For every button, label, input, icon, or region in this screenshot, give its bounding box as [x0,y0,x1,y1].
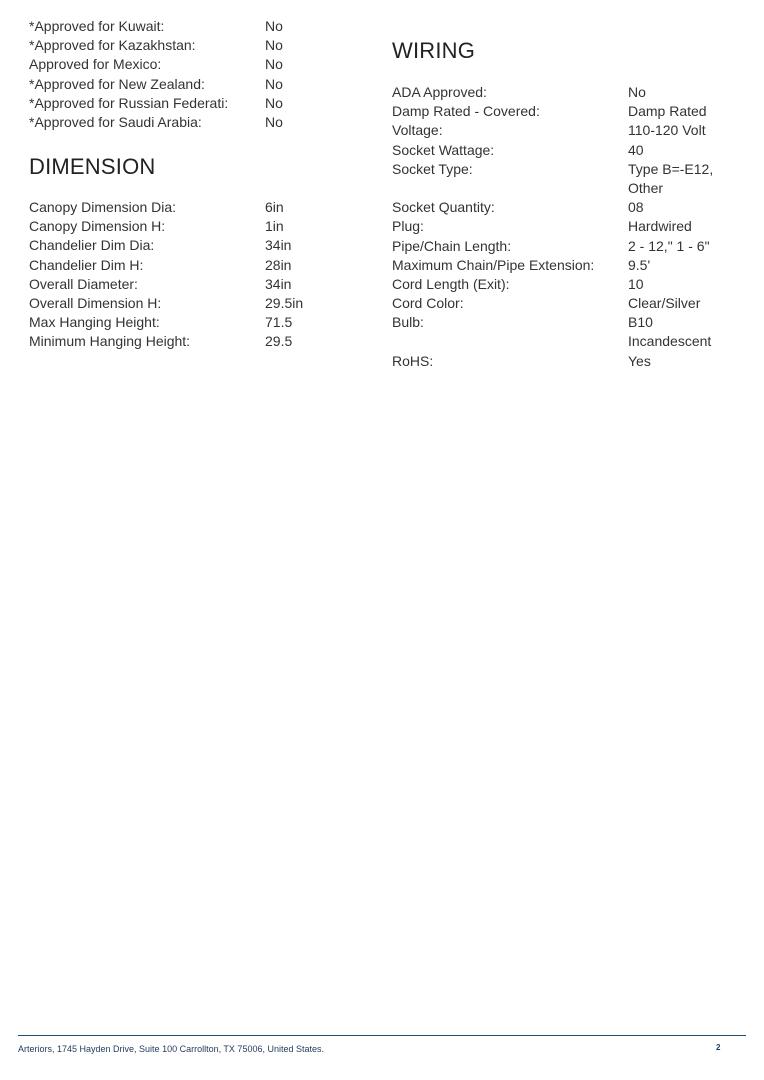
footer-address: Arteriors, 1745 Hayden Drive, Suite 100 Carrollton, TX 75006, United States. [18,1044,324,1054]
dimension-value: 6in [265,199,284,215]
wiring-label: Pipe/Chain Length: [392,237,512,254]
wiring-label: Voltage: [392,122,443,139]
dimension-heading: DIMENSION [29,154,156,179]
dimension-value: 34in [265,237,292,254]
dimension-label: Overall Diameter: [29,275,138,292]
dimension-value: 29.5 [265,333,293,350]
wiring-value: Type B=-E12, [628,160,714,177]
wiring-value: B10 [628,314,653,331]
wiring-value: No [628,84,646,100]
dimension-label: Chandelier Dim Dia: [29,237,155,254]
wiring-label: Bulb: [392,314,424,331]
wiring-label: Cord Color: [392,295,464,312]
approval-value: No [265,37,283,54]
dimension-value: 71.5 [265,314,293,331]
wiring-label: Socket Quantity: [392,199,495,216]
page-number: 2 [716,1043,721,1052]
wiring-value: Hardwired [628,218,692,235]
wiring-value: Other [628,179,664,196]
wiring-value: Clear/Silver [628,295,701,312]
wiring-label: Cord Length (Exit): [392,275,510,292]
approval-label: *Approved for Saudi Arabia: [29,113,202,130]
dimension-value: 29.5in [265,294,304,311]
dimension-value: 34in [265,275,292,292]
approval-label: *Approved for New Zealand: [29,75,205,92]
wiring-heading: WIRING [392,38,476,63]
wiring-value: 10 [628,275,644,292]
wiring-label: Plug: [392,218,424,235]
approval-label: *Approved for Kuwait: [29,18,165,34]
dimension-label: Max Hanging Height: [29,314,160,331]
approval-label: *Approved for Kazakhstan: [29,37,196,54]
dimension-label: Minimum Hanging Height: [29,333,191,350]
wiring-value: Damp Rated [628,103,707,120]
wiring-label: Socket Type: [392,160,473,177]
approval-value: No [265,18,283,34]
approval-label: Approved for Mexico: [29,56,162,73]
approval-value: No [265,94,283,111]
approval-value: No [265,113,283,130]
wiring-value: 9.5' [628,256,651,273]
wiring-label: Damp Rated - Covered: [392,103,540,120]
wiring-value: Yes [628,352,651,369]
wiring-value: 110-120 Volt [628,122,706,139]
dimension-label: Overall Dimension H: [29,294,162,311]
wiring-value: 40 [628,141,644,158]
footer-divider [18,1035,746,1036]
dimension-value: 28in [265,256,292,273]
approval-label: *Approved for Russian Federati: [29,94,229,111]
wiring-label: ADA Approved: [392,84,487,100]
dimension-label: Canopy Dimension H: [29,218,166,235]
wiring-value: 08 [628,199,644,216]
dimension-label: Canopy Dimension Dia: [29,199,177,215]
dimension-value: 1in [265,218,284,235]
wiring-label: RoHS: [392,352,434,369]
wiring-value: 2 - 12," 1 - 6" [628,237,710,254]
wiring-label: Socket Wattage: [392,141,495,158]
wiring-value: Incandescent [628,333,712,350]
dimension-label: Chandelier Dim H: [29,256,144,273]
approval-value: No [265,75,283,92]
wiring-label: Maximum Chain/Pipe Extension: [392,256,595,273]
approval-value: No [265,56,283,73]
